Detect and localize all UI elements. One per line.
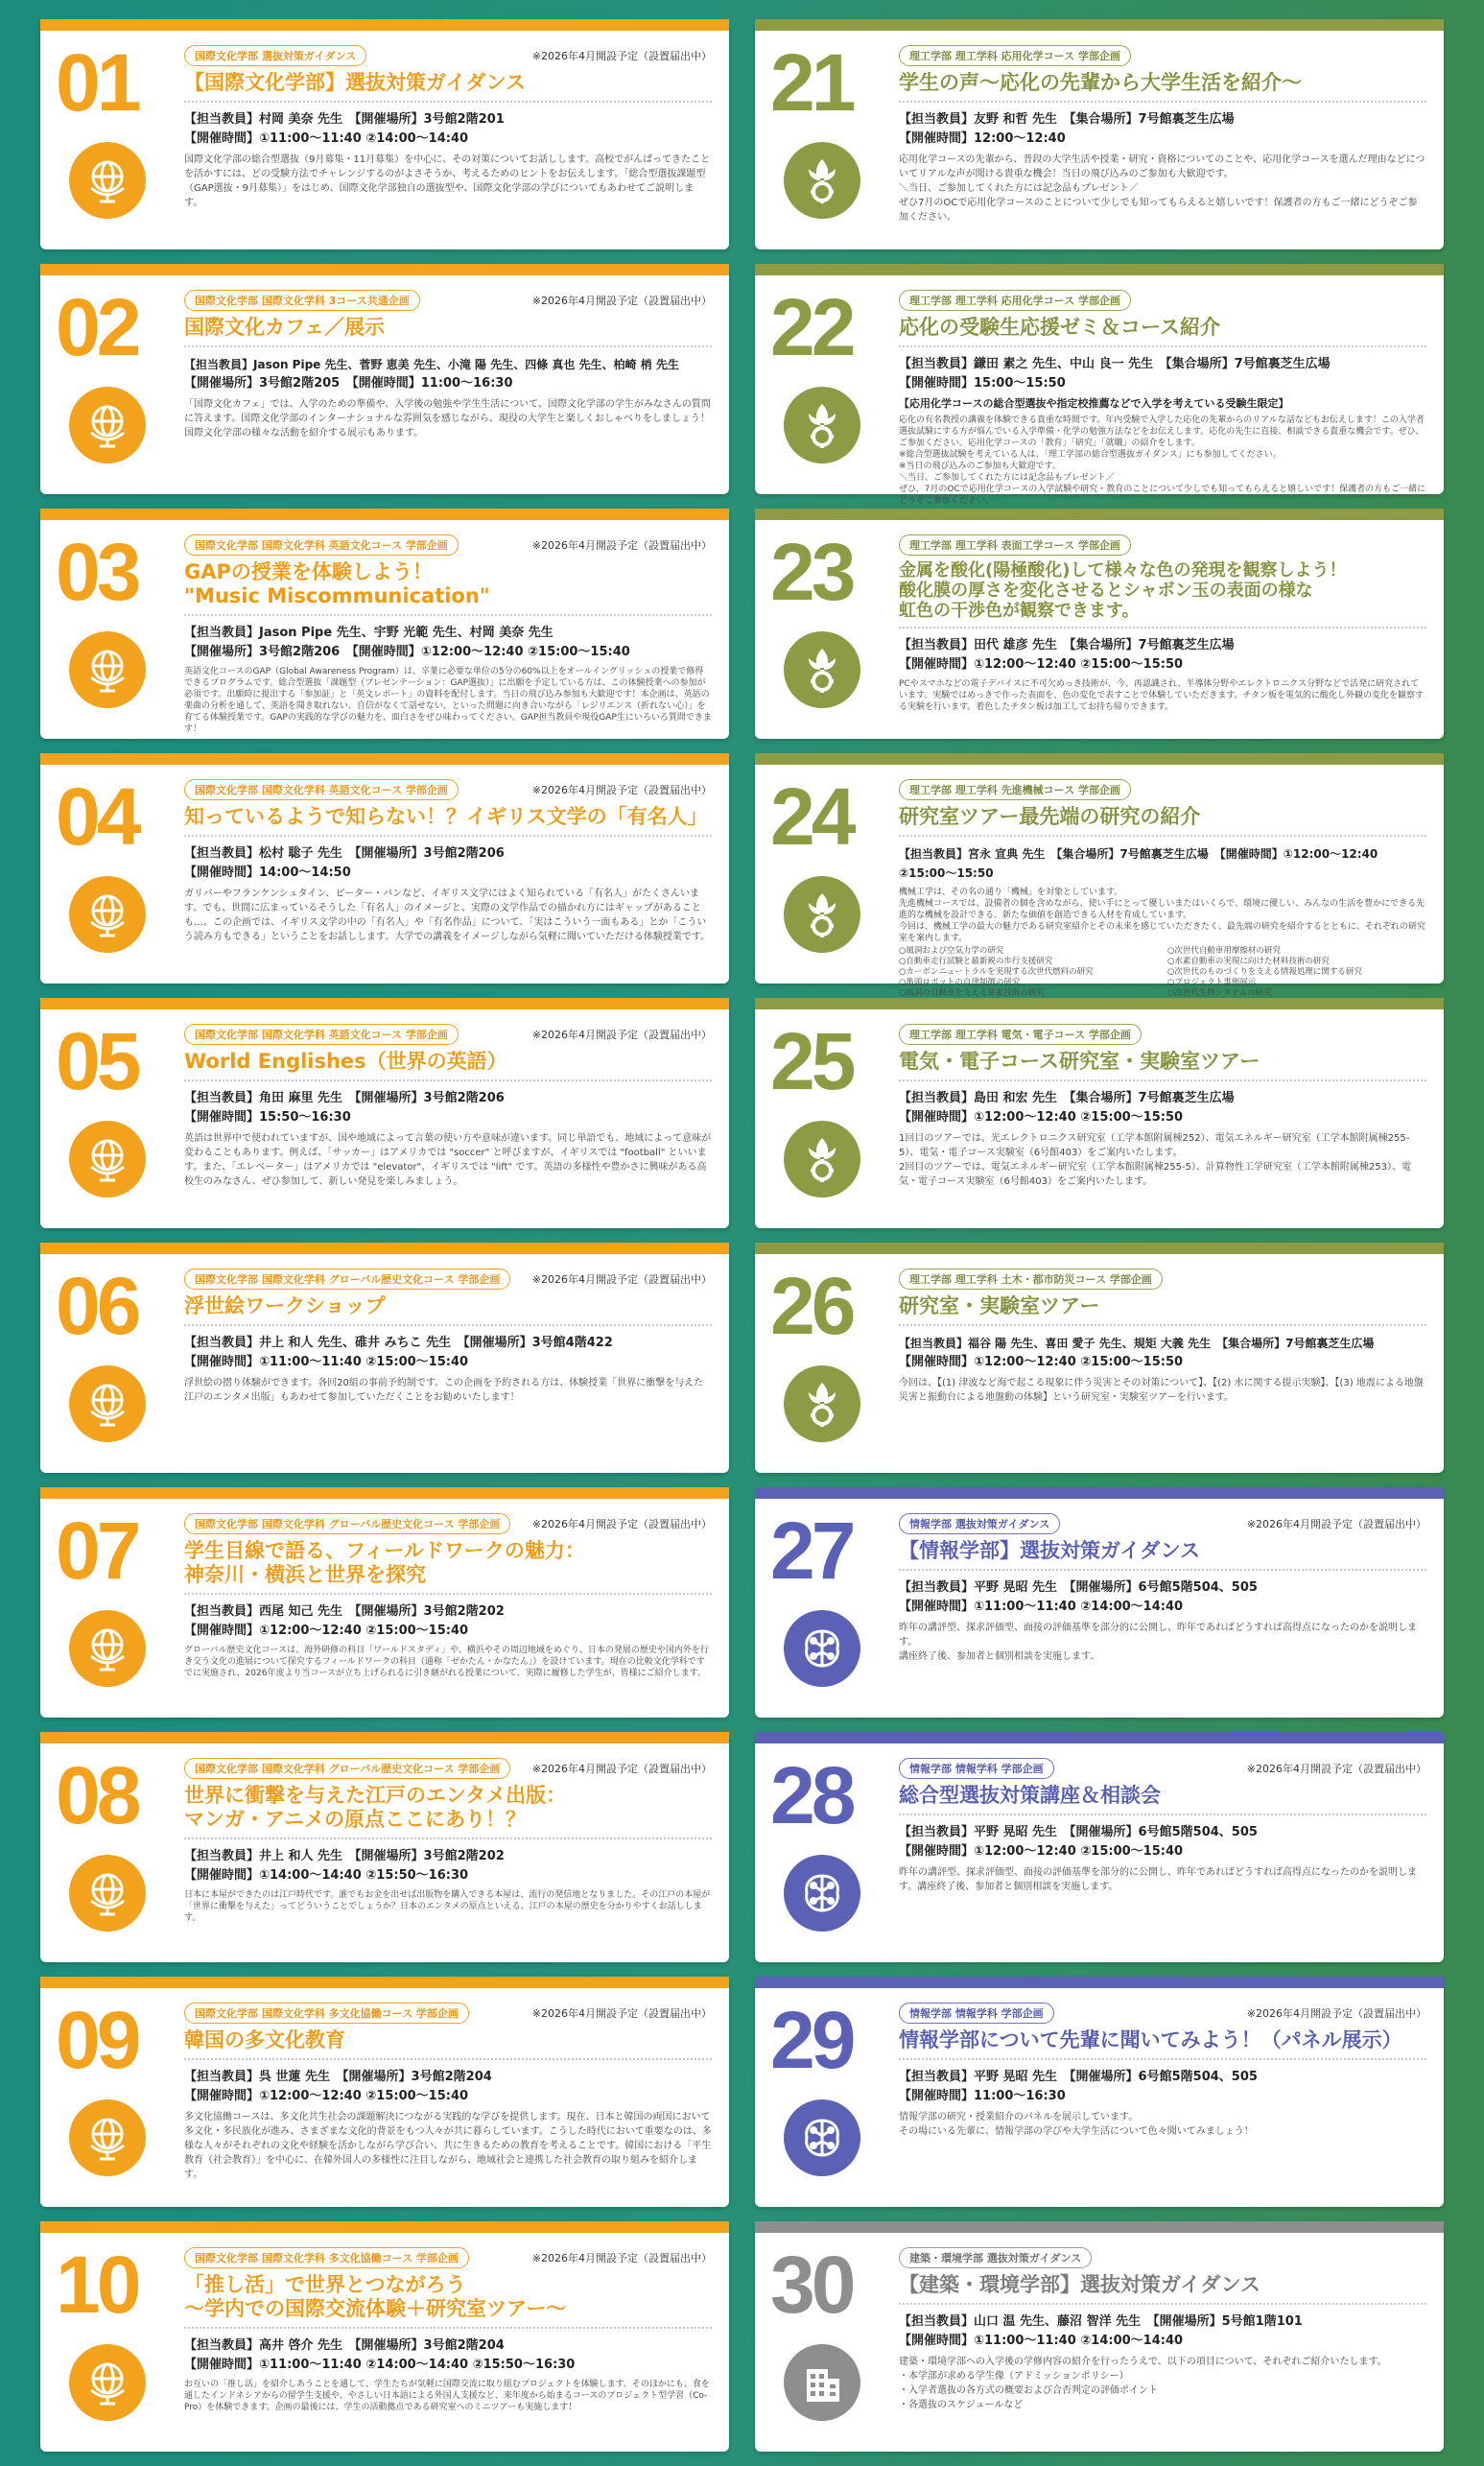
card-header-row [184, 535, 712, 555]
brain-icon [784, 2099, 860, 2176]
research-lab-item: ○自動車走行試験と最新鋭の歩行支援研究 [899, 957, 1053, 966]
schedule-time: 【開催時間】①12:00～12:40 ②15:00～15:50 [899, 1355, 1184, 1369]
staff-location: 【担当教員】井上 和人 先生 【開催場所】3号館2階202 [184, 1849, 505, 1863]
globe-icon [69, 631, 146, 708]
card-top-bar [40, 1977, 729, 1988]
card-header-row [184, 1759, 712, 1778]
department-tag: 国際文化学部 国際文化学科 グローバル歴史文化コース 学部企画 [184, 1513, 510, 1534]
card-top-bar [755, 509, 1444, 520]
program-meta [899, 1334, 1426, 1372]
program-card-02 [40, 264, 729, 494]
schedule-time: 【開催時間】12:00～12:40 [899, 131, 1066, 146]
program-description: 「国際文化カフェ」では、入学のための準備や、入学後の勉強や学生生活について、国際文化学部の学生がみなさんの質問に答えます。国際文化学部のインターナショナルな雰囲気を感じながら、現役の大学生と楽しくおしゃべりをしましょう！国際文化学部の様々な活動を紹介する展示もあります。 [184, 399, 711, 439]
department-tag: 国際文化学部 国際文化学科 3コース共通企画 [184, 290, 420, 311]
program-card-03 [40, 509, 729, 739]
program-description: 応化の有名教授の講義を体験できる貴重な時間です。年内受験で入学した応化の先輩からのリアルな話などもお伝えします！この入学者選抜試験にする方が悩んでいる入学準備・化学の勉強方法などをお伝えします。応化の先生に直接、相談できる貴重な機会です。ぜひ、ご参加ください。応用化学コースの「教育」「研究」「就職」の紹介をします。 ※総合型選抜試験を考えている人は、「理工学部の総合型選抜ガイダンス」にも参加してください。 ※当日の飛び込みのご参加も大歓迎です。 ＼当日、ご参加してくれた方には記念品もプレゼント／ ぜひ、7月のOCで応用化学コースの入学試験や研究・教育のことについて少しでも知ってもらえると嬉しいです！保護者の方もご一緒にどうぞご参加ください。 [899, 415, 1426, 506]
program-card-28 [755, 1732, 1444, 1962]
program-title: 【情報学部】選抜対策ガイダンス [899, 1539, 1426, 1571]
program-card-30 [755, 2221, 1444, 2452]
schedule-time: 【開催時間】①12:00～12:40 ②15:00～15:40 [899, 1844, 1184, 1859]
card-header-row [184, 1514, 712, 1533]
department-tag: 理工学部 理工学科 電気・電子コース 学部企画 [899, 1024, 1142, 1045]
card-top-bar [755, 1487, 1444, 1499]
card-header-row [184, 780, 712, 799]
staff-location: 【担当教員】田代 雄彦 先生 【集合場所】7号館裏芝生広場 [899, 638, 1235, 652]
schedule-time: 【開催時間】①11:00～11:40 ②14:00～14:40 [899, 1600, 1184, 1614]
card-top-bar [40, 998, 729, 1009]
program-meta [899, 844, 1426, 883]
establishment-note: ※2026年4月開設予定（設置届出中） [531, 539, 712, 552]
schedule-time: 【開催時間】①11:00～11:40 ②14:00～14:40 [899, 2334, 1184, 2348]
schedule-time: 【開催時間】①12:00～12:40 ②15:00～15:50 [899, 657, 1184, 672]
research-lab-item: ○次世代のものづくりを支える情報処理に関する研究 [1167, 967, 1362, 977]
program-title: 学生の声～応化の先輩から大学生活を紹介～ [899, 71, 1426, 103]
staff-location: 【担当教員】高井 啓介 先生 【開催場所】3号館2階204 [184, 2338, 505, 2353]
gear-icon [784, 1121, 860, 1197]
program-card-24 [755, 753, 1444, 998]
schedule-time: 【開催場所】3号館2階205 【開催時間】11:00～16:30 [184, 376, 513, 391]
card-content [899, 535, 1426, 713]
program-number: 05 [56, 1016, 138, 1106]
program-number: 02 [56, 282, 138, 372]
establishment-note: ※2026年4月開設予定（設置届出中） [531, 50, 712, 62]
card-header-row [899, 1514, 1426, 1533]
program-meta [899, 1578, 1426, 1617]
program-meta [899, 1089, 1426, 1127]
globe-icon [69, 1610, 146, 1687]
program-number: 01 [56, 37, 138, 128]
program-meta [184, 110, 712, 149]
program-card-22 [755, 264, 1444, 506]
globe-icon [69, 876, 146, 953]
schedule-time: 【開催時間】①11:00～11:40 ②14:00～14:40 ②15:50～16:30 [184, 2358, 576, 2372]
card-top-bar [40, 264, 729, 275]
staff-location: 【担当教員】友野 和哲 先生 【集合場所】7号館裏芝生広場 [899, 112, 1235, 127]
program-number: 09 [56, 1995, 138, 2085]
card-header-row [899, 1025, 1426, 1044]
department-tag: 理工学部 理工学科 土木・都市防災コース 学部企画 [899, 1269, 1163, 1290]
card-content [899, 46, 1426, 225]
establishment-note: ※2026年4月開設予定（設置届出中） [531, 1273, 712, 1286]
program-title: 電気・電子コース研究室・実験室ツアー [899, 1050, 1426, 1081]
program-meta [184, 1089, 712, 1127]
department-tag: 理工学部 理工学科 先進機械コース 学部企画 [899, 779, 1131, 800]
program-meta [899, 636, 1426, 675]
research-lab-item: ○次世代自動車用摩擦材の研究 [1167, 946, 1281, 956]
establishment-note: ※2026年4月開設予定（設置届出中） [531, 2007, 712, 2020]
program-card-08 [40, 1732, 729, 1962]
program-number: 24 [770, 771, 853, 862]
staff-location: 【担当教員】島田 和宏 先生 【集合場所】7号館裏芝生広場 [899, 1091, 1235, 1105]
research-lab-item: ○亀頭ロボットの自律制御の研究 [899, 978, 1021, 987]
card-header-row [899, 2004, 1426, 2023]
card-header-row [184, 2004, 712, 2023]
staff-location: 【担当教員】宮永 宣典 先生 【集合場所】7号館裏芝生広場 【開催時間】①12:00～12:40 ②15:00～15:50 [899, 847, 1378, 880]
research-lab-item: ○プロジェクト事例展示 [1167, 978, 1257, 987]
schedule-time: 【開催場所】3号館2階206 【開催時間】①12:00～12:40 ②15:00～15:40 [184, 645, 630, 659]
program-meta [899, 355, 1426, 393]
card-header-row [184, 46, 712, 65]
card-top-bar [40, 509, 729, 520]
program-title: 応化の受験生応援ゼミ＆コース紹介 [899, 316, 1426, 347]
card-content [184, 780, 712, 944]
staff-location: 【担当教員】村岡 美奈 先生 【開催場所】3号館2階201 [184, 112, 505, 127]
research-lab-item: ○風洞の自動車を支える要素技術の研究 [899, 988, 1045, 998]
program-meta [184, 624, 712, 662]
research-lab-item: ○風洞および空気力学の研究 [899, 946, 1004, 956]
program-meta [184, 844, 712, 883]
card-top-bar [40, 2221, 729, 2233]
card-header-row [184, 1025, 712, 1044]
department-tag: 理工学部 理工学科 応用化学コース 学部企画 [899, 45, 1131, 66]
schedule-time: 【開催時間】15:50～16:30 [184, 1110, 351, 1125]
schedule-time: 【開催時間】14:00～14:50 [184, 865, 351, 880]
program-title: 研究室・実験室ツアー [899, 1294, 1426, 1326]
department-tag: 情報学部 情報学科 学部企画 [899, 1758, 1054, 1779]
card-header-row [184, 291, 712, 310]
card-top-bar [755, 1243, 1444, 1254]
card-top-bar [40, 1487, 729, 1499]
program-title: 【建築・環境学部】選抜対策ガイダンス [899, 2273, 1426, 2305]
card-header-row [899, 1269, 1426, 1289]
program-meta [184, 1334, 712, 1372]
schedule-time: 【開催時間】①14:00～14:40 ②15:50～16:30 [184, 1868, 469, 1883]
department-tag: 国際文化学部 国際文化学科 英語文化コース 学部企画 [184, 534, 459, 556]
card-header-row [184, 1269, 712, 1289]
card-content [899, 291, 1426, 507]
staff-location: 【担当教員】平野 晃昭 先生 【開催場所】6号館5階504、505 [899, 1825, 1258, 1839]
globe-icon [69, 1121, 146, 1197]
program-description: 機械工学は、その名の通り「機械」を対象としています。 先進機械コースでは、設備者の個を含めながら、使い手にとって優しいまたはいくらで、環境に優しい、みんなの生活を豊かにできる先進的な機械を設計できる、新たな価値を創造できる人材を育成しています。 今回は、機械工学の最大の魅力である研究室紹介とその未来を感じていただきたく、最先端の研究を紹介するとともに、それぞれの研究室を案内します。 [899, 888, 1425, 943]
schedule-time: 【開催時間】①11:00～11:40 ②15:00～15:40 [184, 1355, 469, 1369]
schedule-time: 【開催時間】①12:00～12:40 ②15:00～15:40 [184, 1624, 469, 1638]
program-card-29 [755, 1977, 1444, 2207]
program-description: 英語は世界中で使われていますが、国や地域によって言葉の使い方や意味が違います。同じ単語でも、地域によって意味が変わることもあります。例えば、「サッカー」はアメリカでは "soccer" と呼びますが、イギリスでは "football" といいます。また、「エレベーター」はアメリカでは "elevator"、イギリスでは "lift" です。英語の多様性や豊かさに興味がある高校生のみなさん、ぜひ参加して、新しい発見を楽しみましょう。 [184, 1133, 712, 1187]
card-content [184, 291, 712, 440]
program-title: 総合型選抜対策講座＆相談会 [899, 1784, 1426, 1815]
establishment-note: ※2026年4月開設予定（設置届出中） [531, 2252, 712, 2264]
program-title: 韓国の多文化教育 [184, 2028, 712, 2060]
gear-icon [784, 142, 860, 219]
card-top-bar [755, 753, 1444, 765]
program-card-10 [40, 2221, 729, 2452]
program-card-09 [40, 1977, 729, 2207]
globe-icon [69, 387, 146, 463]
card-top-bar [755, 2221, 1444, 2233]
program-number: 28 [770, 1750, 853, 1840]
program-title: 「推し活」で世界とつながろう ～学内での国際交流体験＋研究室ツアー～ [184, 2273, 712, 2329]
card-content [899, 780, 1426, 999]
program-card-21 [755, 19, 1444, 249]
program-description: ガリバーやフランケンシュタイン、ピーター・パンなど、イギリス文学にはよく知られている「有名人」がたくさんいます。でも、世間に広まっているそうした「有名人」のイメージと、実際の文学作品での描かれ方にはギャップがあることも…。この企画では、イギリス文学の中の「有名人」や「有名作品」について、「実はこういう一面もある」とか「こういう読み方もできる」ということをお話しします。大学での講義をイメージしながら気軽に聞いていただける体験授業です。 [184, 889, 711, 942]
program-description: 建築・環境学部への入学後の学修内容の紹介を行ったうえで、以下の項目について、それぞれご紹介いたします。 ・本学部が求める学生像（アドミッションポリシー） ・入学者選抜の各方式の概要および合否判定の評価ポイント ・各選抜のスケジュールなど [899, 2357, 1387, 2410]
staff-location: 【担当教員】福谷 陽 先生、喜田 愛子 先生、規矩 大義 先生 【集合場所】7号館裏芝生広場 [899, 1337, 1375, 1350]
establishment-note: ※2026年4月開設予定（設置届出中） [1246, 2007, 1426, 2020]
card-header-row [899, 1759, 1426, 1778]
program-number: 07 [56, 1506, 138, 1596]
program-number: 26 [770, 1261, 853, 1351]
staff-location: 【担当教員】山口 温 先生、藤沼 智洋 先生 【開催場所】5号館1階101 [899, 2314, 1303, 2329]
program-description: 1回目のツアーでは、光エレクトロニクス研究室（工学本館附属棟252）、電気エネルギー研究室（工学本館附属棟255-5）、電気・電子コース実験室（6号館403）をご案内いたします。 2回目のツアーでは、電気エネルギー研究室（工学本館附属棟255-5）、計算物性工学研究室（工学本館附属棟253）、電気・電子コース実験室（6号館403）をご案内いたします。 [899, 1133, 1412, 1187]
gear-icon [784, 631, 860, 708]
program-title: 世界に衝撃を与えた江戸のエンタメ出版： マンガ・アニメの原点ここにあり！？ [184, 1784, 712, 1839]
card-top-bar [755, 998, 1444, 1009]
card-top-bar [755, 1977, 1444, 1988]
program-number: 10 [56, 2240, 138, 2330]
card-content [184, 2004, 712, 2182]
program-meta [899, 1823, 1426, 1861]
globe-icon [69, 142, 146, 219]
program-card-01 [40, 19, 729, 249]
globe-icon [69, 1855, 146, 1932]
card-header-row [899, 46, 1426, 65]
department-tag: 情報学部 情報学科 学部企画 [899, 2003, 1054, 2024]
department-tag: 国際文化学部 選抜対策ガイダンス [184, 45, 366, 66]
program-card-05 [40, 998, 729, 1228]
program-number: 23 [770, 527, 853, 617]
program-description: 日本に本屋ができたのは江戸時代です。誰でもお金を出せば出版物を購入できる本屋は、流行の発信地となりました。その江戸の本屋が「世界に衝撃を与えた」ってどういうことでしょうか？日本のエンタメの原点といえる、江戸の本屋の歴史を分かりやすくお話しします。 [184, 1890, 711, 1923]
staff-location: 【担当教員】角田 麻里 先生 【開催場所】3号館2階206 [184, 1091, 505, 1105]
program-meta [184, 355, 712, 393]
program-number: 29 [770, 1995, 853, 2085]
card-top-bar [755, 1732, 1444, 1743]
department-tag: 理工学部 理工学科 応用化学コース 学部企画 [899, 290, 1131, 311]
research-lab-item: ○水素自動車の実現に向けた材料技術の研究 [1167, 957, 1330, 966]
schedule-time: 【開催時間】①12:00～12:40 ②15:00～15:50 [899, 1110, 1184, 1125]
program-description: グローバル歴史文化コースは、海外研修の科目「ワールドスタディ」や、横浜やその周辺地域をめぐり、日本の発展の歴史や国内外を行き交う文化の進展について探究するフィールドワークの科目（通称「ゼかたん・かなたん」）を設けています。現在の比較文化学科ですでに実施され、2026年度より当コースが立ち上げられるに引き継がれる授業について、実際に履修した学生が、皆様にご紹介します。 [184, 1646, 709, 1678]
schedule-time: 【開催時間】①11:00～11:40 ②14:00～14:40 [184, 131, 469, 146]
establishment-note: ※2026年4月開設予定（設置届出中） [531, 1763, 712, 1775]
card-content [184, 1269, 712, 1405]
department-tag: 建築・環境学部 選抜対策ガイダンス [899, 2247, 1092, 2268]
department-tag: 国際文化学部 国際文化学科 多文化協働コース 学部企画 [184, 2247, 469, 2268]
card-header-row [899, 291, 1426, 310]
program-card-27 [755, 1487, 1444, 1718]
card-content [184, 1514, 712, 1679]
program-description: PCやスマホなどの電子デバイスに不可欠めっき技術が、今、再認識され、半導体分野やエレクトロニクス分野などで活発に研究されています。実験ではめっきで作った表面を、色の変化で表すことで体験していただきます。チタン板を電気的に酸化し外観の変化を観察する実験を行います。着色したチタン板は加工してお持ち帰りできます。 [899, 679, 1425, 712]
program-meta [899, 110, 1426, 149]
building-icon [784, 2344, 860, 2421]
program-meta [184, 2336, 712, 2375]
card-content [184, 2248, 712, 2413]
program-card-25 [755, 998, 1444, 1228]
program-meta [184, 1847, 712, 1885]
brain-icon [784, 1855, 860, 1932]
card-top-bar [40, 1243, 729, 1254]
program-number: 04 [56, 771, 138, 862]
program-description: 応用化学コースの先輩から、普段の大学生活や授業・研究・資格についてのことや、応用化学コースを選んだ理由などについてリアルな声が聞ける貴重な機会！当日の飛び込みのご参加も大歓迎です。 ＼当日、ご参加してくれた方には記念品もプレゼント／ ぜひ7月のOCで応用化学コースのことについて少しでも知ってもらえると嬉しいです！保護者の方もご一緒にどうぞご参加ください。 [899, 154, 1425, 223]
gear-icon [784, 876, 860, 953]
card-content [184, 1759, 712, 1924]
research-lab-list [899, 946, 1426, 999]
card-top-bar [755, 264, 1444, 275]
research-lab-item: ○カーボンニュートラルを実現する次世代燃料の研究 [899, 967, 1094, 977]
right-column [755, 19, 1444, 2466]
card-header-row [899, 2248, 1426, 2267]
establishment-note: ※2026年4月開設予定（設置届出中） [531, 784, 712, 796]
establishment-note: ※2026年4月開設予定（設置届出中） [1246, 1518, 1426, 1530]
schedule-time: 【開催時間】①12:00～12:40 ②15:00～15:40 [184, 2089, 469, 2103]
establishment-note: ※2026年4月開設予定（設置届出中） [531, 1518, 712, 1530]
globe-icon [69, 1365, 146, 1442]
program-number: 30 [770, 2240, 853, 2330]
program-meta [899, 2068, 1426, 2106]
establishment-note: ※2026年4月開設予定（設置届出中） [531, 1029, 712, 1041]
program-description: 情報学部の研究・授業紹介のパネルを展示しています。 その場にいる先輩に、情報学部の学びや大学生活について色々聞いてみましょう！ [899, 2112, 1254, 2137]
staff-location: 【担当教員】平野 晃昭 先生 【開催場所】6号館5階504、505 [899, 1580, 1258, 1595]
program-number: 27 [770, 1506, 853, 1596]
program-title: 浮世絵ワークショップ [184, 1294, 712, 1326]
program-description: 浮世絵の摺り体験ができます。各回20組の事前予約制です。この企画を予約される方は、体験授業「世界に衝撃を与えた江戸のエンタメ出版」もあわせて参加していただくことをお勧めいたします！ [184, 1378, 704, 1403]
card-content [184, 46, 712, 210]
program-meta [899, 2312, 1426, 2351]
program-title: GAPの授業を体験しよう！ "Music Miscommunication" [184, 560, 712, 616]
card-content [899, 1025, 1426, 1189]
program-description: 今回は、【(1) 津波など海で起こる現象に伴う災害とその対策について】、【(2) 水に関する提示実験】、【(3) 地震による地盤災害と振動台による地盤動の体験】という研究室・実験室ツアーを行います。 [899, 1378, 1424, 1403]
program-card-04 [40, 753, 729, 984]
card-content [899, 1269, 1426, 1405]
program-card-06 [40, 1243, 729, 1473]
department-tag: 国際文化学部 国際文化学科 英語文化コース 学部企画 [184, 1024, 459, 1045]
program-description: 昨年の講評型、探求評価型、面接の評価基準を部分的に公開し、昨年であればどうすれば高得点になったのかを説明します。 講座終了後、参加者と個別相談を実施します。 [899, 1623, 1417, 1662]
card-top-bar [40, 19, 729, 31]
program-title: 国際文化カフェ／展示 [184, 316, 712, 347]
department-tag: 国際文化学部 国際文化学科 グローバル歴史文化コース 学部企画 [184, 1269, 510, 1290]
program-number: 03 [56, 527, 138, 617]
program-title: World Englishes（世界の英語） [184, 1050, 712, 1081]
card-content [899, 2004, 1426, 2139]
card-header-row [899, 780, 1426, 799]
department-tag: 国際文化学部 国際文化学科 英語文化コース 学部企画 [184, 779, 459, 800]
program-card-23 [755, 509, 1444, 739]
department-tag: 理工学部 理工学科 表面工学コース 学部企画 [899, 534, 1131, 556]
card-content [184, 1025, 712, 1189]
program-number: 22 [770, 282, 853, 372]
gear-icon [784, 387, 860, 463]
program-description: 多文化協働コースは、多文化共生社会の課題解決につながる実践的な学びを提供します。現在、日本と韓国の両国において多文化・多民族化が進み、さまざまな文化的背景をもつ人々が共に暮らしています。こうした時代において重要なのは、多様な人々がそれぞれの文化や経験を活かしながら学び合い、共に生きるための教育を考えることです。韓国における「平生教育（社会教育）」を中心に、在韓外国人の多様性に注目しながら、地域社会と連携した社会教育の取り組みを紹介します。 [184, 2112, 712, 2180]
program-description: お互いの「推し活」を紹介しあうことを通して、学生たちが気軽に国際交流に取り組むプロジェクトを体験します。そのほかにも、食を通したインドネシアからの留学生支援や、やさしい日本語による外国人支援など、来年度から始まるコースのプロジェクト型学習（Co-Pro）を体験できます。企画の最後には、学生の活動拠点である研究室へのミニツアーも実施します！ [184, 2380, 710, 2412]
program-card-26 [755, 1243, 1444, 1473]
card-top-bar [755, 19, 1444, 31]
card-header-row [899, 535, 1426, 555]
program-description: 昨年の講評型、探求評価型、面接の評価基準を部分的に公開し、昨年であればどうすれば高得点になったのかを説明します。講座終了後、参加者と個別相談を実施します。 [899, 1867, 1417, 1892]
globe-icon [69, 2344, 146, 2421]
brain-icon [784, 1610, 860, 1687]
program-card-07 [40, 1487, 729, 1718]
staff-location: 【担当教員】鎌田 素之 先生、中山 良一 先生 【集合場所】7号館裏芝生広場 [899, 357, 1331, 371]
card-top-bar [40, 753, 729, 765]
program-number: 08 [56, 1750, 138, 1840]
staff-location: 【担当教員】井上 和人 先生、碓井 みちこ 先生 【開催場所】3号館4階422 [184, 1336, 613, 1350]
staff-location: 【担当教員】松村 聡子 先生 【開催場所】3号館2階206 [184, 846, 505, 861]
program-title: 知っているようで知らない！？イギリス文学の「有名人」 [184, 805, 712, 837]
schedule-time: 【開催時間】15:00～15:50 [899, 376, 1066, 391]
program-number: 06 [56, 1261, 138, 1351]
program-title: 学生目線で語る、フィールドワークの魅力： 神奈川・横浜と世界を探究 [184, 1539, 712, 1595]
program-subhead: 【応用化学コースの総合型選抜や指定校推薦などで入学を考えている受験生限定】 [899, 397, 1289, 410]
globe-icon [69, 2099, 146, 2176]
establishment-note: ※2026年4月開設予定（設置届出中） [531, 295, 712, 307]
research-lab-item: ○次世代生物システムの研究 [1167, 988, 1272, 998]
program-description: 英語文化コースのGAP（Global Awareness Program）は、卒業に必要な単位の5分の60%以上をオールイングリッシュの授業で修得できるプログラムです。総合型選抜「課題型（プレゼンテーション：GAP選抜）」に出願を予定している方は、この体験授業への参加が必須です。出願時に提出する「参加証」と「英文レポート」の資料を配付します。当日の飛び込み参加も大歓迎です！本企画は、英語の楽曲の分析を通して、英語を聞き取れない、自信がなくて話せない、といった問題に向き合いながら「レジリエンス（折れない心）」を育てる体験授業です。GAPの実践的な学びの魅力を、面白さをぜひ味わってください。GAP担当教員や現役GAP生にいろいろ質問できます！ [184, 667, 712, 734]
staff-location: 【担当教員】平野 晃昭 先生 【開催場所】6号館5階504、505 [899, 2070, 1258, 2084]
program-title: 研究室ツアー最先端の研究の紹介 [899, 805, 1426, 837]
program-title: 金属を酸化(陽極酸化)して様々な色の発現を観察しよう！ 酸化膜の厚さを変化させるとシャボン玉の表面の様な 虹色の干渉色が観察できます。 [899, 560, 1426, 628]
card-content [899, 2248, 1426, 2412]
staff-location: 【担当教員】Jason Pipe 先生、宇野 光範 先生、村岡 美奈 先生 [184, 626, 554, 640]
staff-location: 【担当教員】Jason Pipe 先生、菅野 恵美 先生、小滝 陽 先生、四條 真也 先生、柏崎 梢 先生 [184, 358, 679, 371]
program-title: 【国際文化学部】選抜対策ガイダンス [184, 71, 712, 103]
card-content [899, 1514, 1426, 1664]
department-tag: 情報学部 選抜対策ガイダンス [899, 1513, 1060, 1534]
program-description: 国際文化学部の総合型選抜（9月募集・11月募集）を中心に、その対策についてお話しします。高校でがんばってきたことを活かすには、どの受験方法でチャレンジするのがよさそうか、考えるためのヒントをお伝えします。「総合型選抜課題型（GAP選抜・9月募集）」をはじめ、国際文化学部独自の選抜型や、国際文化学部の学びについてもあわせてご説明します。 [184, 154, 711, 208]
department-tag: 国際文化学部 国際文化学科 多文化協働コース 学部企画 [184, 2003, 469, 2024]
staff-location: 【担当教員】呉 世蓮 先生 【開催場所】3号館2階204 [184, 2070, 492, 2084]
card-content [184, 535, 712, 735]
program-number: 21 [770, 37, 853, 128]
program-title: 情報学部について先輩に聞いてみよう！（パネル展示） [899, 2028, 1426, 2060]
department-tag: 国際文化学部 国際文化学科 グローバル歴史文化コース 学部企画 [184, 1758, 510, 1779]
left-column [40, 19, 729, 2466]
program-number: 25 [770, 1016, 853, 1106]
card-top-bar [40, 1732, 729, 1743]
schedule-time: 【開催時間】11:00～16:30 [899, 2089, 1066, 2103]
establishment-note: ※2026年4月開設予定（設置届出中） [1246, 1763, 1426, 1775]
card-content [899, 1759, 1426, 1894]
gear-icon [784, 1365, 860, 1442]
staff-location: 【担当教員】西尾 知己 先生 【開催場所】3号館2階202 [184, 1604, 505, 1619]
program-meta [184, 1602, 712, 1641]
program-meta [184, 2068, 712, 2106]
card-header-row [184, 2248, 712, 2267]
